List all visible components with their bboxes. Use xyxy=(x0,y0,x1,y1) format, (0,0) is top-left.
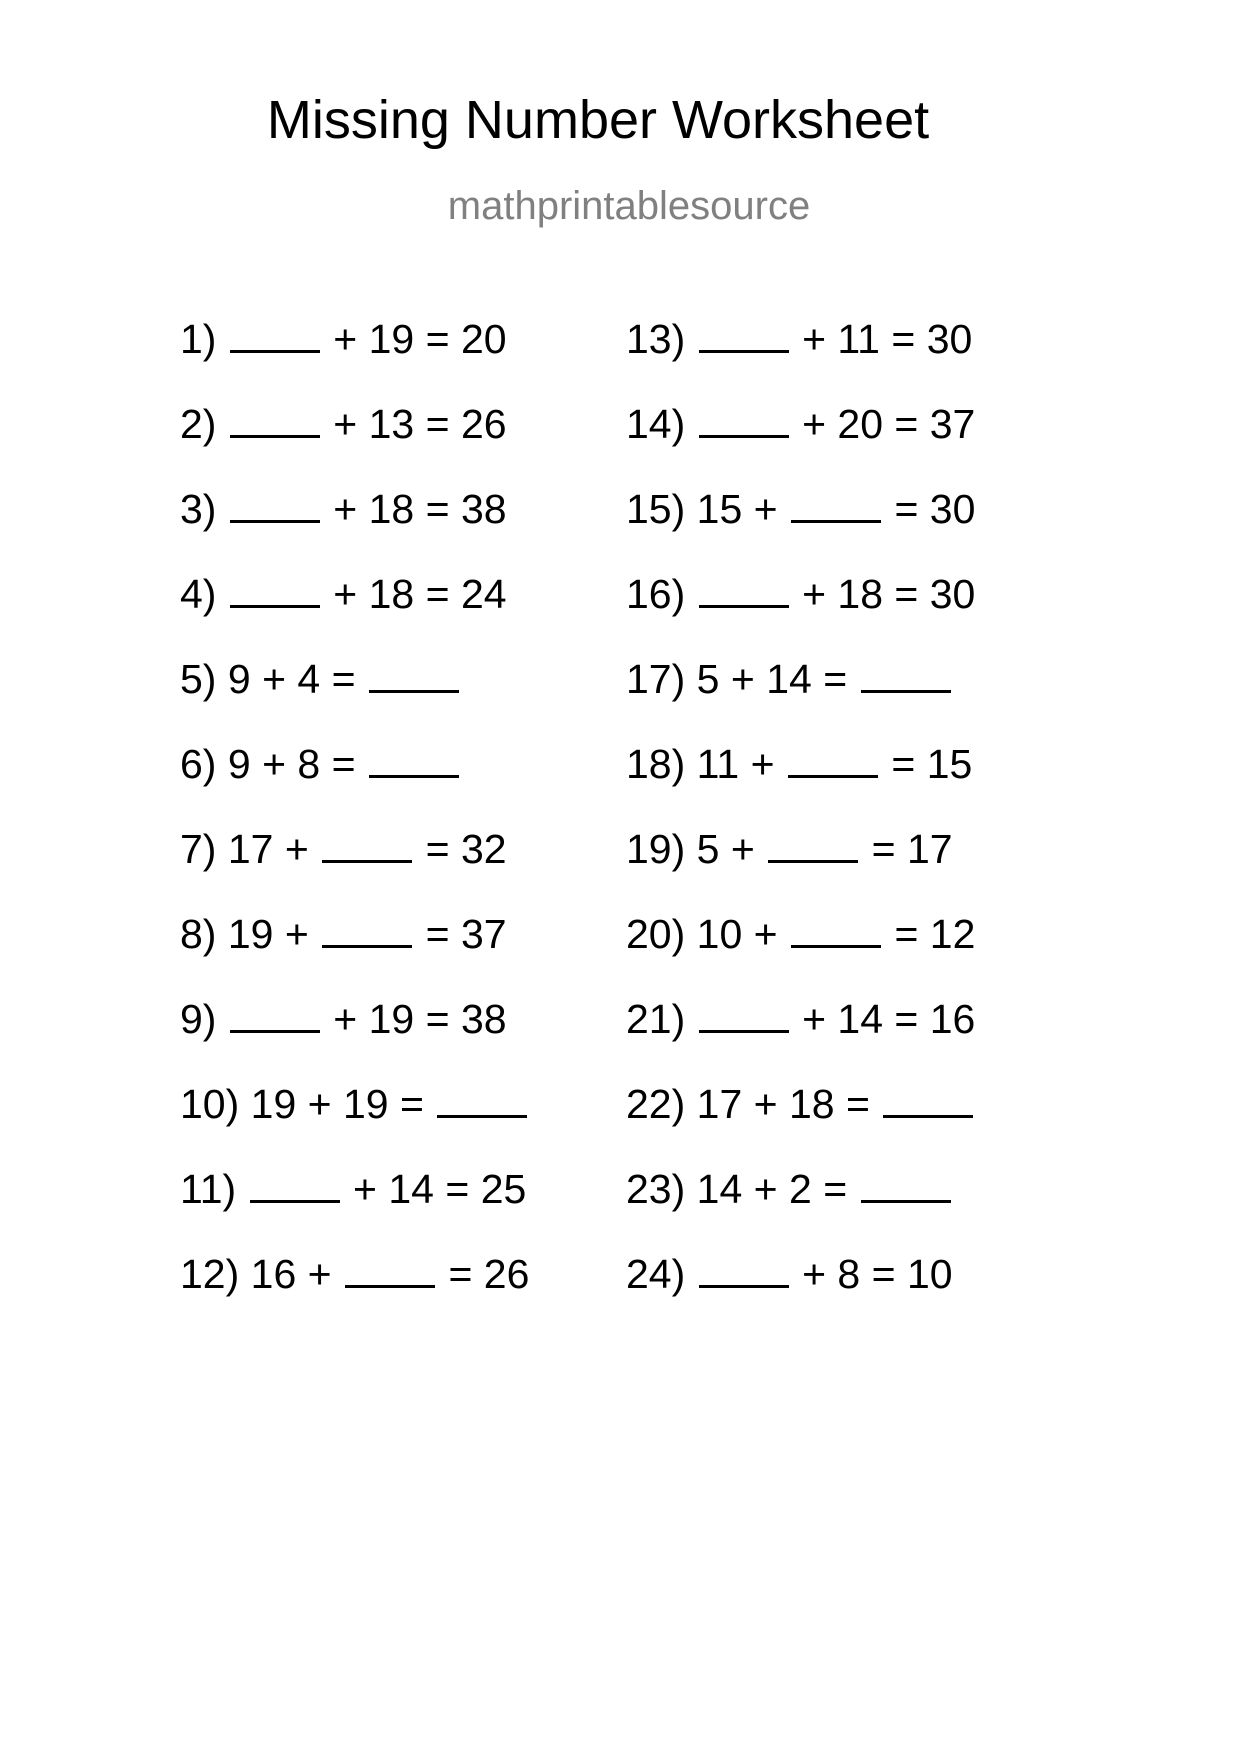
problem-expression: 14 + 2 = xyxy=(696,1166,848,1212)
problem-number: 1) xyxy=(180,316,217,362)
problem-number: 8) xyxy=(180,911,217,957)
problem-number: 24) xyxy=(626,1251,686,1297)
answer-blank[interactable] xyxy=(322,820,412,863)
problem-number: 22) xyxy=(626,1081,686,1127)
problem-expression-left: 16 + xyxy=(250,1251,332,1297)
problem-number: 11) xyxy=(180,1166,237,1212)
problem-expression-left: 17 + xyxy=(227,826,309,872)
problem-expression-right: = 12 xyxy=(894,911,976,957)
problem-15 xyxy=(626,480,975,565)
answer-blank[interactable] xyxy=(230,480,320,523)
problem-expression-right: = 32 xyxy=(425,826,507,872)
problem-expression: + 8 = 10 xyxy=(802,1251,953,1297)
problem-number: 18) xyxy=(626,741,686,787)
answer-blank[interactable] xyxy=(699,310,789,353)
answer-blank[interactable] xyxy=(250,1160,340,1203)
answer-blank[interactable] xyxy=(230,310,320,353)
problem-7 xyxy=(180,820,529,905)
answer-blank[interactable] xyxy=(861,1160,951,1203)
answer-blank[interactable] xyxy=(791,905,881,948)
problem-18 xyxy=(626,735,975,820)
problem-number: 9) xyxy=(180,996,217,1042)
problem-2 xyxy=(180,395,529,480)
problem-4 xyxy=(180,565,529,650)
problem-expression-right: = 17 xyxy=(871,826,953,872)
problem-number: 5) xyxy=(180,656,217,702)
problem-expression: + 14 = 16 xyxy=(802,996,976,1042)
answer-blank[interactable] xyxy=(861,650,951,693)
problem-9 xyxy=(180,990,529,1075)
problem-expression: + 13 = 26 xyxy=(333,401,507,447)
answer-blank[interactable] xyxy=(369,735,459,778)
problem-expression: + 18 = 24 xyxy=(333,571,507,617)
problem-expression-right: = 26 xyxy=(448,1251,530,1297)
problem-number: 7) xyxy=(180,826,217,872)
answer-blank[interactable] xyxy=(230,990,320,1033)
problem-expression: + 19 = 38 xyxy=(333,996,507,1042)
answer-blank[interactable] xyxy=(699,565,789,608)
problem-expression-left: 5 + xyxy=(696,826,755,872)
problem-16 xyxy=(626,565,975,650)
problem-expression: + 18 = 38 xyxy=(333,486,507,532)
problem-number: 21) xyxy=(626,996,686,1042)
problem-14 xyxy=(626,395,975,480)
problem-expression: + 18 = 30 xyxy=(802,571,976,617)
problem-expression: + 11 = 30 xyxy=(802,316,973,362)
problem-5 xyxy=(180,650,529,735)
problem-number: 19) xyxy=(626,826,686,872)
problem-6 xyxy=(180,735,529,820)
problem-17 xyxy=(626,650,975,735)
problem-number: 15) xyxy=(626,486,686,532)
problem-expression: 5 + 14 = xyxy=(696,656,848,702)
answer-blank[interactable] xyxy=(699,1245,789,1288)
problem-number: 2) xyxy=(180,401,217,447)
problem-expression-left: 11 + xyxy=(696,741,775,787)
problem-23 xyxy=(626,1160,975,1245)
problem-11 xyxy=(180,1160,529,1245)
problem-12 xyxy=(180,1245,529,1330)
problems-column-left xyxy=(180,310,529,1330)
problem-number: 6) xyxy=(180,741,217,787)
answer-blank[interactable] xyxy=(230,565,320,608)
answer-blank[interactable] xyxy=(699,395,789,438)
problem-number: 17) xyxy=(626,656,686,702)
problem-13 xyxy=(626,310,975,395)
problem-expression-right: = 30 xyxy=(894,486,976,532)
problem-expression-right: = 15 xyxy=(891,741,973,787)
problem-22 xyxy=(626,1075,975,1160)
problem-expression-right: = 37 xyxy=(425,911,507,957)
problem-expression: 19 + 19 = xyxy=(250,1081,424,1127)
problem-expression: + 14 = 25 xyxy=(353,1166,527,1212)
problem-number: 10) xyxy=(180,1081,240,1127)
problem-number: 3) xyxy=(180,486,217,532)
problem-number: 20) xyxy=(626,911,686,957)
problems-column-right xyxy=(626,310,975,1330)
problem-number: 12) xyxy=(180,1251,240,1297)
answer-blank[interactable] xyxy=(322,905,412,948)
problem-expression: 17 + 18 = xyxy=(696,1081,870,1127)
problem-24 xyxy=(626,1245,975,1330)
problem-3 xyxy=(180,480,529,565)
problem-20 xyxy=(626,905,975,990)
problem-number: 16) xyxy=(626,571,686,617)
worksheet-title: Missing Number Worksheet xyxy=(266,90,930,150)
answer-blank[interactable] xyxy=(883,1075,973,1118)
problem-number: 13) xyxy=(626,316,686,362)
answer-blank[interactable] xyxy=(788,735,878,778)
answer-blank[interactable] xyxy=(768,820,858,863)
answer-blank[interactable] xyxy=(369,650,459,693)
answer-blank[interactable] xyxy=(230,395,320,438)
problem-8 xyxy=(180,905,529,990)
problem-10 xyxy=(180,1075,529,1160)
answer-blank[interactable] xyxy=(791,480,881,523)
problem-21 xyxy=(626,990,975,1075)
problem-expression-left: 15 + xyxy=(696,486,778,532)
problem-expression: 9 + 8 = xyxy=(227,741,356,787)
worksheet-source: mathprintablesource xyxy=(447,184,811,228)
problem-expression: + 20 = 37 xyxy=(802,401,976,447)
problem-number: 23) xyxy=(626,1166,686,1212)
problem-1 xyxy=(180,310,529,395)
problem-number: 14) xyxy=(626,401,686,447)
answer-blank[interactable] xyxy=(345,1245,435,1288)
problem-expression: 9 + 4 = xyxy=(227,656,356,702)
answer-blank[interactable] xyxy=(699,990,789,1033)
problem-number: 4) xyxy=(180,571,217,617)
problem-expression-left: 19 + xyxy=(227,911,309,957)
answer-blank[interactable] xyxy=(437,1075,527,1118)
problem-expression-left: 10 + xyxy=(696,911,778,957)
problem-expression: + 19 = 20 xyxy=(333,316,507,362)
problem-19 xyxy=(626,820,975,905)
